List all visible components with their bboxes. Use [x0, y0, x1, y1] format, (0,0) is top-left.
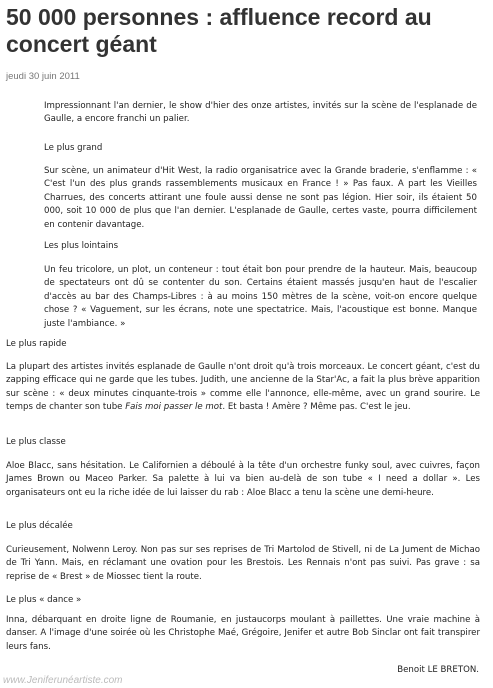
paragraph-text: La plupart des artistes invités esplanade de Gaulle n'ont droit qu'à trois morceaux. Le concert géant, c'est du zapping efficace qui ne garde que les tubes. Judith, une ancienne de la Star'Ac, a fait la plus brève apparition sur scène : « deux minutes cinquante-trois » comme elle l'annonce, elle-même, avec un grand sourire. Le temps de chanter son tube [6, 362, 480, 413]
intro-paragraph: Impressionnant l'an dernier, le show d'hier des onze artistes, invités sur la scène de l'esplanade de Gaulle, a encore franchi un palier. [44, 101, 477, 125]
section-heading: Le plus « dance » [6, 595, 82, 605]
article-intro [44, 100, 477, 127]
section-paragraph: Un feu tricolore, un plot, un conteneur : tout était bon pour prendre de la hauteur. Mais, beaucoup de spectateurs ont dû se contenter du son. Certains étaient massés jusqu'en haut de l'escalier d'accès au bar des Champs-Libres : à au moins 150 mètres de la scène, voit-on encore quelque chose ? « Vaguement, sur les écrans, note une spectatrice. Mais, l'acoustique est bonne. Manque juste l'ambiance. » [44, 265, 477, 329]
section-heading: Le plus classe [6, 437, 66, 447]
section-heading: Les plus lointains [44, 241, 119, 251]
section-body-le-plus-dance [6, 614, 480, 654]
section-paragraph: Curieusement, Nolwenn Leroy. Non pas sur ses reprises de Tri Martolod de Stivell, ni de La Jument de Michao de Tri Yann. Mais, en réclamant une ovation pour les Brestois. Les Rennais n'ont pas suivi. Pas grave : sa reprise de « Brest » de Miossec tient la route. [6, 545, 480, 582]
section-body-le-plus-rapide [6, 361, 480, 415]
section-le-plus-rapide [6, 338, 480, 351]
article-date: jeudi 30 juin 2011 [6, 71, 80, 82]
section-paragraph: Aloe Blacc, sans hésitation. Le Californien a déboulé à la tête d'un orchestre funky soul, avec cuivres, façon James Brown ou Maceo Parker. Sa palette à lui va bien au-delà de son tube « I need a dollar ». Les organisateurs ont eu la riche idée de lui laisser du rab : Aloe Blacc a tenu la scène une demi-heure. [6, 461, 480, 498]
article-title: 50 000 personnes : affluence record au concert géant [6, 4, 432, 57]
section-heading: Le plus décalée [6, 521, 73, 531]
section-le-plus-classe [6, 436, 480, 449]
paragraph-text: . Et basta ! Amère ? Même pas. C'est le jeu. [222, 402, 411, 413]
section-heading: Le plus rapide [6, 339, 67, 349]
section-paragraph: Sur scène, un animateur d'Hit West, la radio organisatrice avec la Grande braderie, s'enflamme : « C'est l'un des plus grands rassemblements musicaux en France ! » Pas faux. A part les Vieilles Charrues, des concerts attirant une foule aussi dense ne sont pas légion. Hier soir, ils étaient 50 000, soit 10 000 de plus que l'an dernier. L'esplanade de Gaulle, certes vaste, pourra difficilement en contenir davantage. [44, 166, 477, 230]
section-body-le-plus-decalee [6, 544, 480, 584]
site-watermark: www.Jeniferunéartiste.com [3, 675, 123, 686]
section-le-plus-decalee [6, 520, 480, 533]
section-le-plus-grand [44, 142, 477, 155]
song-title: Fais moi passer le mot [125, 402, 223, 413]
section-heading: Le plus grand [44, 143, 103, 153]
section-body-le-plus-grand [44, 165, 477, 232]
section-body-le-plus-classe [6, 460, 480, 500]
section-body-les-plus-lointains [44, 264, 477, 331]
section-le-plus-dance [6, 594, 480, 607]
section-les-plus-lointains [44, 240, 477, 253]
section-paragraph: Inna, débarquant en droite ligne de Roumanie, en justaucorps moulant à paillettes. Une vraie machine à danser. A l'image d'une soirée où les Christophe Maé, Grégoire, Jenifer et autre Bob Sinclar ont fait transpirer leurs fans. [6, 615, 480, 652]
author-signature: Benoit LE BRETON. [397, 665, 479, 675]
section-paragraph [6, 361, 480, 415]
